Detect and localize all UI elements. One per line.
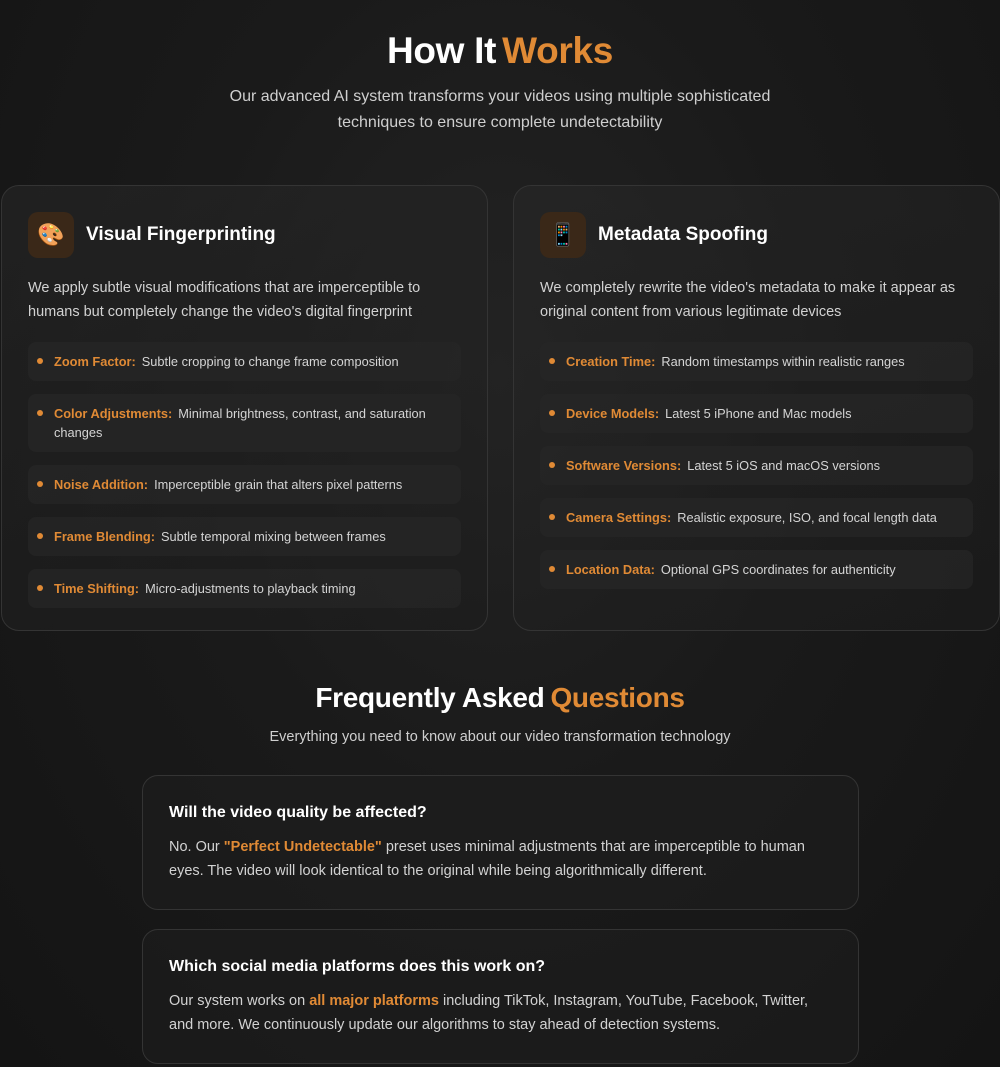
bullet-dot-icon: [549, 358, 555, 364]
feature-key: Frame Blending:: [54, 529, 155, 544]
faq-answer-pre: No. Our: [169, 839, 224, 855]
feature-text: Realistic exposure, ISO, and focal length data: [677, 510, 937, 525]
bullet-dot-icon: [549, 566, 555, 572]
bullet-dot-icon: [37, 358, 43, 364]
feature-item-software-versions: [540, 446, 973, 485]
faq-title-main: Frequently Asked: [315, 682, 545, 713]
feature-item-noise-addition: [28, 465, 461, 504]
faq-question: Which social media platforms does this work on?: [169, 958, 546, 975]
feature-item-frame-blending: [28, 517, 461, 556]
feature-key: Camera Settings:: [566, 510, 672, 525]
feature-item-creation-time: [540, 342, 973, 381]
metadata-spoofing-card: [513, 185, 1000, 631]
feature-text: Subtle temporal mixing between frames: [160, 529, 386, 544]
faq-answer-post: preset uses minimal adjustments that are imperceptible to human eyes. The video will look identical to the original while being algorithmically different.: [169, 839, 805, 879]
feature-key: Zoom Factor:: [54, 354, 136, 369]
faq-answer: [169, 835, 832, 883]
feature-text: Optional GPS coordinates for authenticity: [660, 562, 896, 577]
feature-text: Random timestamps within realistic ranges: [661, 354, 905, 369]
card-description: We completely rewrite the video's metadata to make it appear as original content from various legitimate devices: [540, 280, 956, 320]
card-description: We apply subtle visual modifications that are imperceptible to humans but completely change the video's digital fingerprint: [28, 280, 421, 320]
faq-subtitle: Everything you need to know about our video transformation technology: [269, 729, 731, 745]
feature-key: Device Models:: [566, 406, 660, 421]
feature-key: Time Shifting:: [54, 581, 140, 596]
feature-list: [540, 342, 973, 589]
feature-text: Latest 5 iOS and macOS versions: [687, 458, 880, 473]
faq-answer: [169, 989, 832, 1037]
feature-key: Color Adjustments:: [54, 406, 173, 421]
bullet-dot-icon: [549, 410, 555, 416]
feature-item-camera-settings: [540, 498, 973, 537]
bullet-dot-icon: [37, 533, 43, 539]
bullet-dot-icon: [37, 585, 43, 591]
bullet-dot-icon: [549, 514, 555, 520]
palette-icon: 🎨: [28, 212, 74, 258]
visual-fingerprinting-card: [1, 185, 488, 631]
faq-answer-highlight: "Perfect Undetectable": [223, 839, 382, 855]
how-it-works-title-accent: Works: [502, 30, 614, 71]
bullet-dot-icon: [37, 410, 43, 416]
feature-text: Imperceptible grain that alters pixel patterns: [154, 477, 403, 492]
faq-answer-pre: Our system works on: [169, 993, 310, 1009]
faq-title: [0, 682, 1000, 714]
card-title: Visual Fingerprinting: [86, 224, 276, 245]
faq-answer-post: including TikTok, Instagram, YouTube, Facebook, Twitter, and more. We continuously update our algorithms to stay ahead of detection systems.: [169, 993, 809, 1033]
feature-text: Latest 5 iPhone and Mac models: [665, 406, 852, 421]
feature-text: Subtle cropping to change frame composition: [141, 354, 399, 369]
faq-item-platforms[interactable]: [142, 929, 859, 1064]
feature-item-zoom-factor: [28, 342, 461, 381]
feature-text: Micro-adjustments to playback timing: [145, 581, 356, 596]
feature-key: Location Data:: [566, 562, 655, 577]
mobile-phone-icon: 📱: [540, 212, 586, 258]
feature-key: Noise Addition:: [54, 477, 149, 492]
faq-title-accent: Questions: [550, 682, 685, 713]
feature-item-device-models: [540, 394, 973, 433]
feature-list: [28, 342, 461, 608]
bullet-dot-icon: [549, 462, 555, 468]
faq-question: Will the video quality be affected?: [169, 804, 427, 821]
bullet-dot-icon: [37, 481, 43, 487]
card-header: [540, 212, 973, 258]
feature-item-color-adjustments: [28, 394, 461, 452]
feature-item-location-data: [540, 550, 973, 589]
feature-text: Minimal brightness, contrast, and saturation changes: [54, 406, 426, 440]
how-it-works-title-main: How It: [386, 30, 497, 71]
how-it-works-title: [0, 30, 1000, 72]
how-it-works-lead: Our advanced AI system transforms your videos using multiple sophisticated techniques to ensure complete undetectability: [229, 88, 771, 131]
feature-key: Software Versions:: [566, 458, 682, 473]
faq-answer-highlight: all major platforms: [309, 993, 439, 1009]
feature-key: Creation Time:: [566, 354, 656, 369]
card-title: Metadata Spoofing: [598, 224, 768, 245]
card-header: [28, 212, 461, 258]
feature-item-time-shifting: [28, 569, 461, 608]
faq-item-video-quality[interactable]: [142, 775, 859, 910]
